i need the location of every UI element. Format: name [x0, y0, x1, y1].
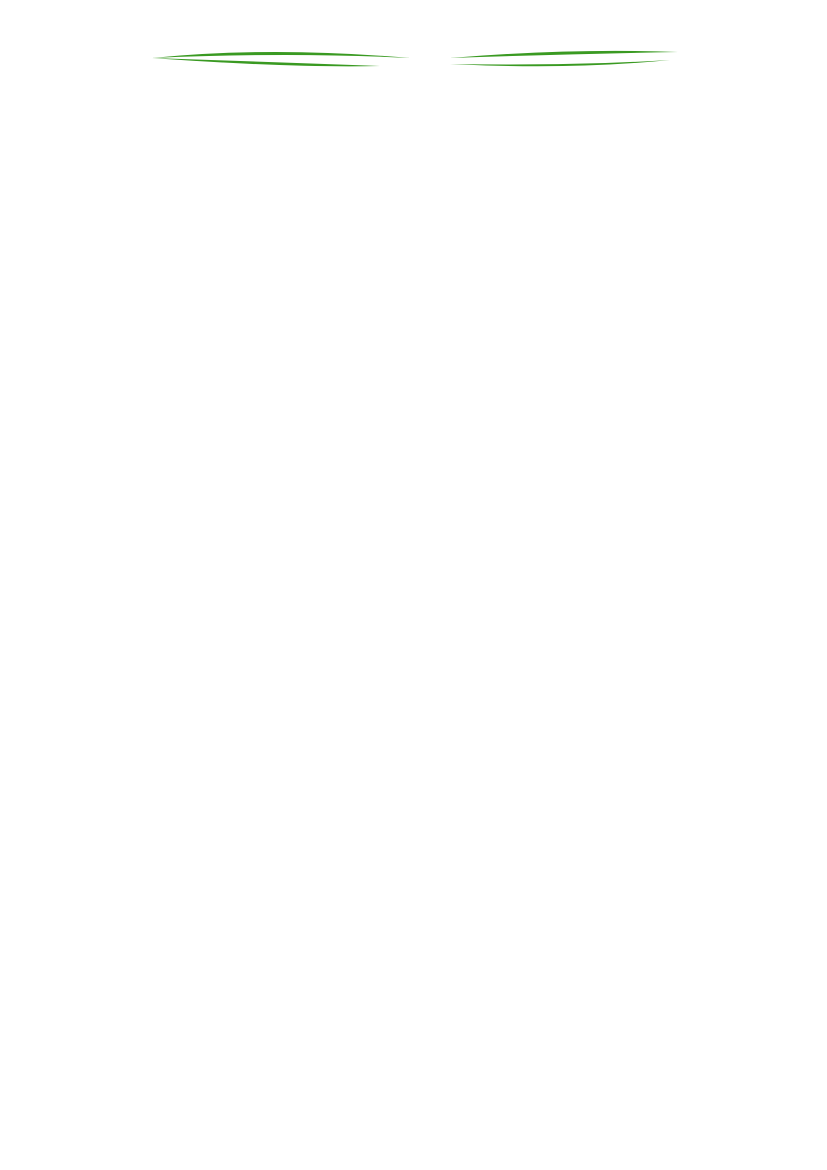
test-tubes-figure [290, 578, 540, 728]
header-swoosh [150, 44, 680, 84]
header-banner [150, 44, 680, 84]
